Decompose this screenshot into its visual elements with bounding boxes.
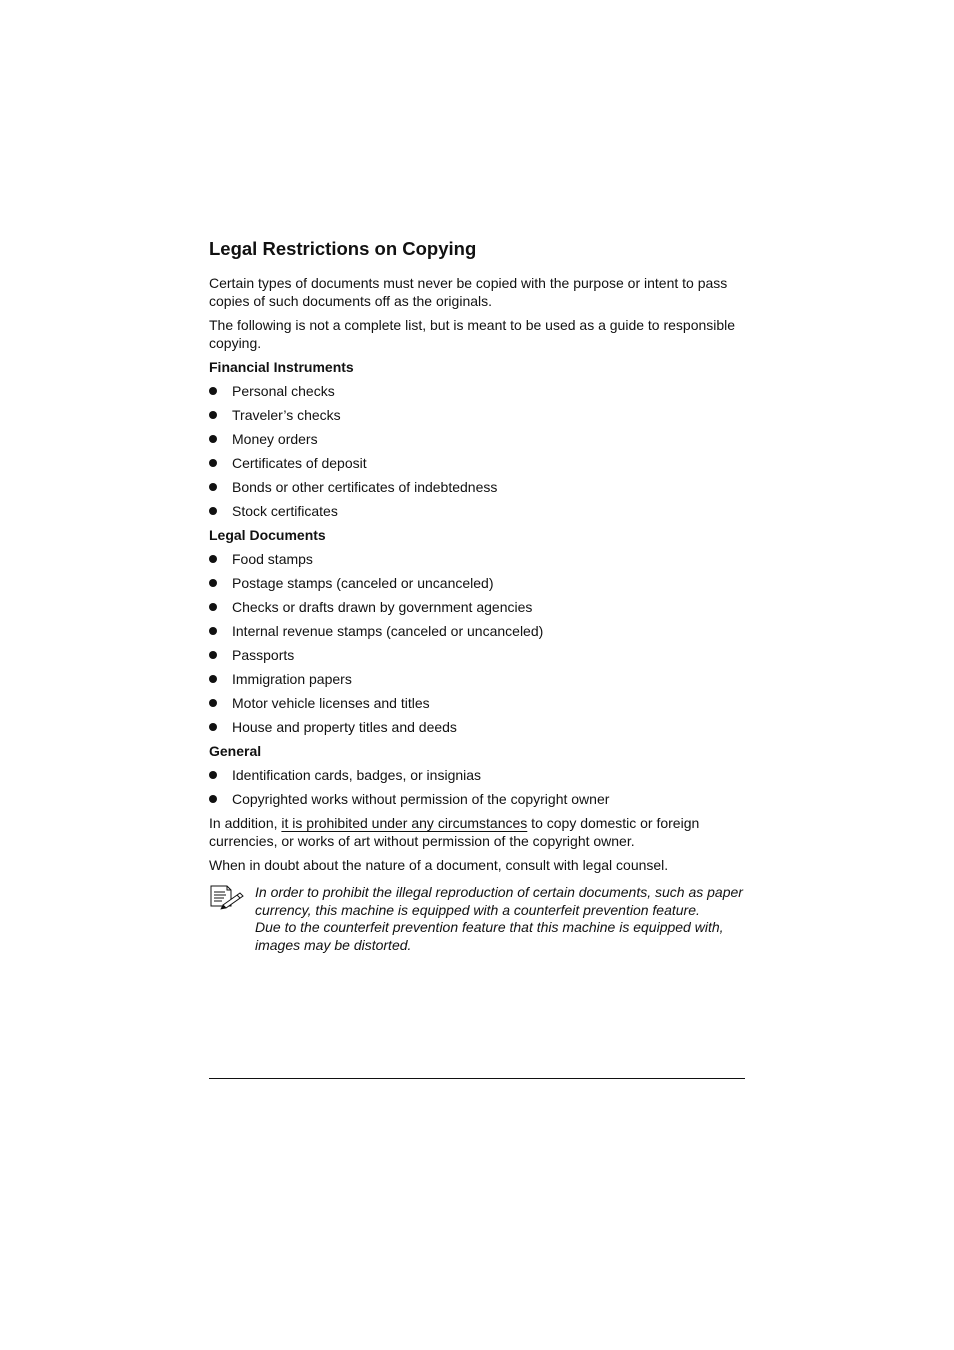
list-item-label: Food stamps xyxy=(232,551,313,567)
list-item-label: Motor vehicle licenses and titles xyxy=(232,695,430,711)
legal-documents-list xyxy=(209,550,745,736)
list-item-label: Internal revenue stamps (canceled or uncanceled) xyxy=(232,623,544,639)
list-item-label: House and property titles and deeds xyxy=(232,719,457,735)
list-item-label: Checks or drafts drawn by government agencies xyxy=(232,599,533,615)
list-item-label: Money orders xyxy=(232,431,318,447)
bullet-icon xyxy=(209,771,217,779)
bullet-icon xyxy=(209,507,217,515)
page-title: Legal Restrictions on Copying xyxy=(209,238,477,259)
footer-divider xyxy=(209,1078,745,1079)
page-content xyxy=(209,236,745,954)
intro-paragraph-1: Certain types of documents must never be copied with the purpose or intent to pass copies of such documents off as the originals. xyxy=(209,275,728,309)
bullet-icon xyxy=(209,435,217,443)
list-item-label: Stock certificates xyxy=(232,503,338,519)
bullet-icon xyxy=(209,795,217,803)
bullet-icon xyxy=(209,483,217,491)
list-item-label: Postage stamps (canceled or uncanceled) xyxy=(232,575,494,591)
bullet-icon xyxy=(209,675,217,683)
list-item xyxy=(209,406,745,424)
list-item xyxy=(209,574,745,592)
addition-suffix: to copy domestic or foreign currencies, or works of art without permission of the copyright owner. xyxy=(209,815,700,849)
list-item xyxy=(209,694,745,712)
list-item-label: Identification cards, badges, or insignias xyxy=(232,767,482,783)
bullet-icon xyxy=(209,603,217,611)
section-heading-general: General xyxy=(209,743,262,759)
list-item xyxy=(209,502,745,520)
list-item xyxy=(209,550,745,568)
bullet-icon xyxy=(209,651,217,659)
list-item-label: Passports xyxy=(232,647,295,663)
list-item xyxy=(209,790,745,808)
list-item-label: Immigration papers xyxy=(232,671,352,687)
list-item xyxy=(209,382,745,400)
note-text-2: Due to the counterfeit prevention feature that this machine is equipped with, images may be distorted. xyxy=(255,919,724,953)
list-item-label: Copyrighted works without permission of the copyright owner xyxy=(232,791,610,807)
list-item xyxy=(209,646,745,664)
addition-prefix: In addition, xyxy=(209,815,282,831)
list-item xyxy=(209,430,745,448)
list-item-label: Traveler’s checks xyxy=(232,407,341,423)
list-item-label: Bonds or other certificates of indebtedness xyxy=(232,479,498,495)
list-item xyxy=(209,478,745,496)
bullet-icon xyxy=(209,579,217,587)
list-item xyxy=(209,670,745,688)
list-item-label: Personal checks xyxy=(232,383,335,399)
bullet-icon xyxy=(209,411,217,419)
list-item xyxy=(209,622,745,640)
prohibition-emphasis: it is prohibited under any circumstances xyxy=(281,815,528,831)
bullet-icon xyxy=(209,699,217,707)
section-heading-legal-documents: Legal Documents xyxy=(209,527,326,543)
addition-paragraph xyxy=(209,814,745,850)
note-text-1: In order to prohibit the illegal reproduction of certain documents, such as paper currency, this machine is equipped with a counterfeit prevention feature. xyxy=(255,884,743,918)
bullet-icon xyxy=(209,459,217,467)
financial-instruments-list xyxy=(209,382,745,520)
note-box xyxy=(209,884,745,954)
list-item xyxy=(209,766,745,784)
list-item xyxy=(209,718,745,736)
intro-paragraph-2: The following is not a complete list, but is meant to be used as a guide to responsible copying. xyxy=(209,317,736,351)
legal-counsel-paragraph: When in doubt about the nature of a document, consult with legal counsel. xyxy=(209,857,669,873)
note-pencil-icon xyxy=(209,884,245,910)
section-heading-financial-instruments: Financial Instruments xyxy=(209,359,354,375)
bullet-icon xyxy=(209,723,217,731)
bullet-icon xyxy=(209,627,217,635)
bullet-icon xyxy=(209,555,217,563)
list-item xyxy=(209,598,745,616)
list-item xyxy=(209,454,745,472)
general-list xyxy=(209,766,745,808)
bullet-icon xyxy=(209,387,217,395)
list-item-label: Certificates of deposit xyxy=(232,455,367,471)
